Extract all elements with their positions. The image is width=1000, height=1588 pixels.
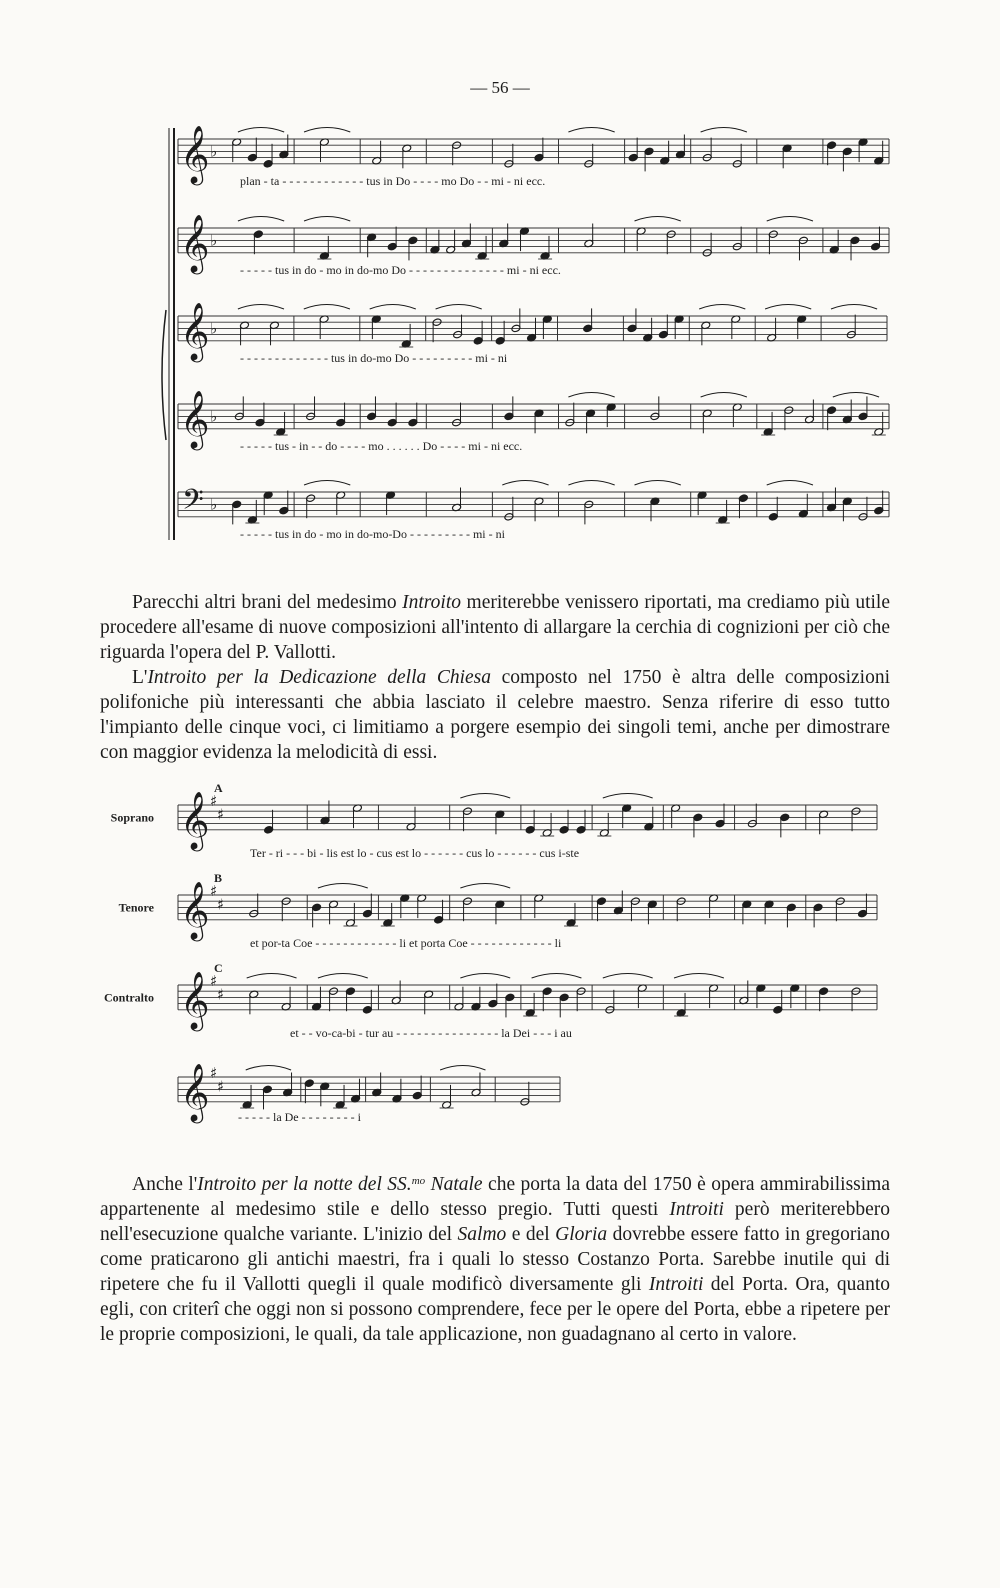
slur [635, 481, 681, 486]
flat-icon: ♭ [210, 495, 218, 514]
bass-clef-icon: 𝄢 [182, 483, 204, 524]
flat-icon: ♭ [210, 407, 218, 426]
slur [304, 128, 350, 133]
slur [767, 217, 813, 222]
slur [436, 305, 482, 310]
slur [304, 305, 350, 310]
section-label: A [214, 781, 223, 795]
sharp-icon: ♯ [217, 985, 225, 1004]
treble-clef-icon: 𝄞 [180, 880, 210, 939]
flat-icon: ♭ [210, 142, 218, 161]
text-run: Introiti [669, 1199, 724, 1220]
body-text [100, 590, 890, 765]
theme-lyrics: et - - vo-ca-bi - tur au - - - - - - - - - - - - - - - la Dei - - - i au [290, 1026, 572, 1040]
paragraph [100, 1172, 890, 1347]
text-run: che porta la data del 1750 è opera ammirabilissima appartenente al medesimo stile e dello stesso pregio. Tutti questi [100, 1174, 891, 1220]
slur [246, 1066, 291, 1071]
treble-clef-icon: 𝄞 [180, 970, 210, 1029]
sharp-icon: ♯ [210, 792, 218, 810]
slur [440, 1066, 485, 1071]
slur [833, 393, 879, 398]
slur [765, 305, 811, 310]
section-label: C [214, 961, 223, 975]
staff-lyrics: - - - - - tus in do - mo in do-mo Do - - - - - - - - - - - - - - mi - ni ecc. [240, 263, 561, 277]
sharp-icon: ♯ [210, 882, 218, 900]
slur [603, 974, 653, 979]
sharp-icon: ♯ [217, 895, 225, 914]
slur [767, 481, 813, 486]
text-run: Parecchi altri brani del medesimo [132, 592, 403, 613]
slur [701, 128, 747, 133]
text-run: mo [411, 1175, 426, 1187]
slur [318, 884, 368, 889]
slur [304, 481, 350, 486]
staff-lyrics: - - - - - tus in do - mo in do-mo-Do - - - - - - - - - mi - ni [240, 527, 505, 541]
slur [460, 884, 510, 889]
slur [460, 974, 510, 979]
treble-clef-icon: 𝄞 [180, 790, 210, 849]
slur [238, 217, 284, 222]
voice-name: Tenore [118, 900, 154, 915]
page-number: — 56 — [470, 78, 530, 97]
slur [603, 794, 653, 799]
text-run: del Porta. Ora, quanto egli, con criterî che oggi non si possono comprendere, fece per le opere del Porta, ebbe a ripetere per le proprie composizioni, le quali, da tale applicazione, non guadagnano al certo in valore. [100, 1274, 890, 1345]
text-run: Gloria [555, 1224, 608, 1245]
text-run: e del [506, 1224, 556, 1245]
slur [701, 393, 747, 398]
text-run: meriterebbe venissero riportati, ma crediamo più utile procedere all'esame di nuove composizioni all'intento di allargare la cerchia di cognizioni per ciò che riguarda l'opera del P. Vallotti. [100, 592, 890, 663]
slur [304, 217, 350, 222]
brace [162, 310, 166, 440]
staff-lyrics: - - - - - - - - - - - - - tus in do-mo Do - - - - - - - - - mi - ni [240, 351, 508, 365]
theme-lyrics: - - - - - la De - - - - - - - - i [238, 1110, 361, 1124]
text-run: Introito per la Dedicazione della Chiesa [147, 667, 492, 688]
sharp-icon: ♯ [217, 805, 225, 824]
sharp-icon: ♯ [217, 1077, 225, 1096]
text-run: Introiti [648, 1274, 704, 1295]
slur [238, 305, 284, 310]
slur [532, 974, 582, 979]
slur [370, 305, 416, 310]
text-run: Natale [425, 1174, 483, 1195]
slur [635, 217, 681, 222]
slur [318, 974, 368, 979]
slur [502, 481, 548, 486]
voice-name: Soprano [110, 810, 154, 825]
voice-name: Contralto [104, 990, 154, 1005]
sharp-icon: ♯ [210, 972, 218, 990]
sharp-icon: ♯ [210, 1064, 218, 1082]
slur [674, 974, 724, 979]
flat-icon: ♭ [210, 319, 218, 338]
text-run: dovrebbe essere fatto in gregoriano come praticarono gli antichi maestri, fra i quali lo stesso Costanzo Porta. Sarebbe inutile qui di ripetere che fu il Vallotti quegli il quale modificò diversamente gli [100, 1224, 890, 1295]
slur [238, 128, 284, 133]
slur [831, 305, 877, 310]
paragraph [100, 665, 890, 765]
text-run: Introito per la notte del SS. [197, 1174, 412, 1195]
flat-icon: ♭ [210, 231, 218, 250]
paragraph [100, 590, 890, 665]
treble-clef-icon: 𝄞 [180, 389, 210, 448]
theme-lyrics: Ter - ri - - - bi - lis est lo - cus est lo - - - - - - cus lo - - - - - - cus i-ste [250, 846, 580, 860]
slur [247, 974, 297, 979]
theme-lyrics: et por-ta Coe - - - - - - - - - - - - li et porta Coe - - - - - - - - - - - - li [250, 936, 562, 950]
slur [568, 128, 614, 133]
text-run: Anche l' [132, 1174, 198, 1195]
treble-clef-icon: 𝄞 [180, 124, 210, 183]
text-run: però meriterebbero nell'esecuzione qualche variante. L'inizio del [100, 1199, 890, 1245]
treble-clef-icon: 𝄞 [180, 1062, 210, 1121]
treble-clef-icon: 𝄞 [180, 301, 210, 360]
slur [460, 794, 510, 799]
slur [568, 393, 614, 398]
text-run: L' [132, 667, 148, 688]
slur [568, 481, 614, 486]
body-text-2 [100, 1172, 890, 1347]
text-run: composto nel 1750 è altra delle composizioni polifoniche più interessanti che abbia lasciato il celebre maestro. Senza riferire di esso tutto l'impianto delle cinque voci, ci limitiamo a porgere esempio dei singoli temi, anche per dimostrare con maggior evidenza la melodicità di essi. [100, 667, 891, 763]
text-run: Salmo [457, 1224, 507, 1245]
staff-lyrics: plan - ta - - - - - - - - - - - - tus in Do - - - - mo Do - - mi - ni ecc. [240, 174, 546, 188]
text-run: Introito [402, 592, 462, 613]
staff-lyrics: - - - - - tus - in - - do - - - - mo . . . . . . Do - - - - mi - ni ecc. [240, 439, 523, 453]
slur [699, 305, 745, 310]
section-label: B [214, 871, 223, 885]
treble-clef-icon: 𝄞 [180, 213, 210, 272]
